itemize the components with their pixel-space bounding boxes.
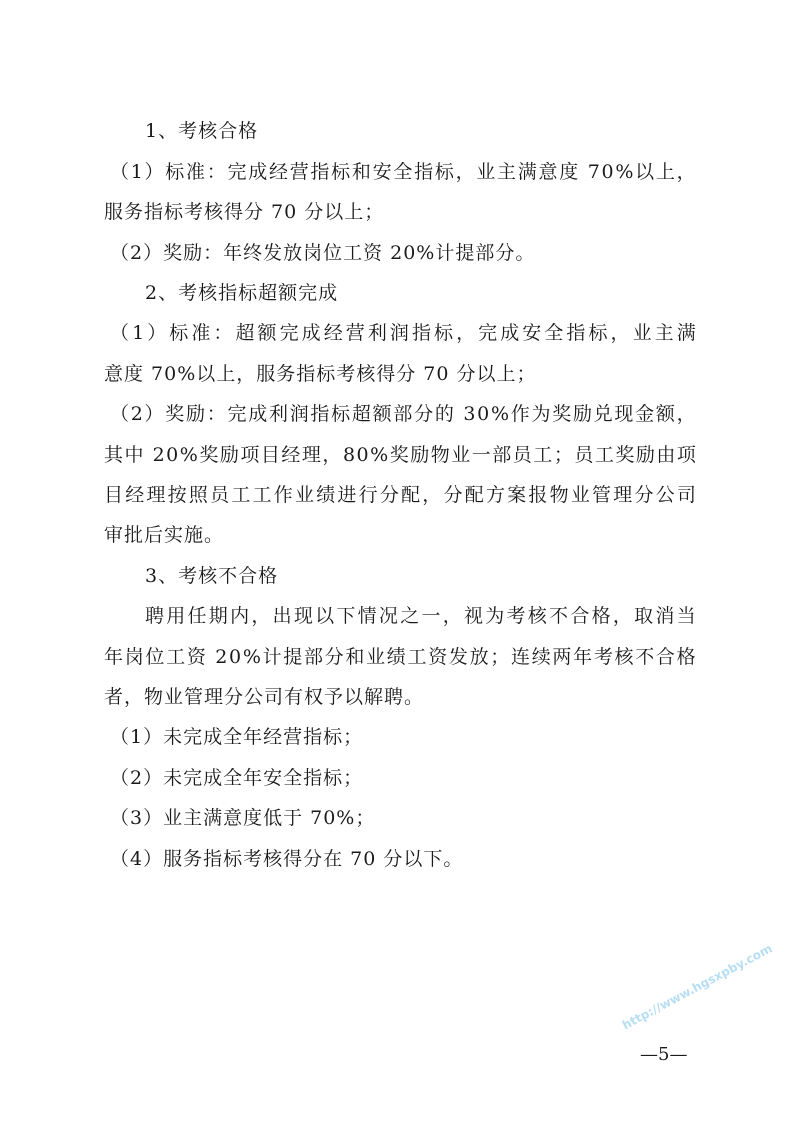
list-item: （2）未完成全年安全指标； <box>110 767 364 789</box>
paragraph-line: （ 1 ） 标 准 ： 完 成 经 营 指 标 和 安 全 指 标 ， 业 主 满 意 度 7 0 % 以 上 ， <box>110 161 696 183</box>
paragraph-line: 者，物业管理分公司有权予以解聘。 <box>104 686 425 708</box>
section-heading-2: 2、考核指标超额完成 <box>145 282 339 304</box>
paragraph-line: 意度 70%以上，服务指标考核得分 70 分以上； <box>104 363 537 385</box>
page-number: —5— <box>640 1044 688 1065</box>
paragraph-line: 其 中 2 0 % 奖 励 项 目 经 理 ， 8 0 % 奖 励 物 业 一 部 员 工 ； 员 工 奖 励 由 项 <box>104 444 696 466</box>
list-item: （3）业主满意度低于 70%； <box>110 807 376 829</box>
paragraph-line: 目 经 理 按 照 员 工 工 作 业 绩 进 行 分 配 ， 分 配 方 案 报 物 业 管 理 分 公 司 <box>104 484 696 506</box>
paragraph-line: 年 岗 位 工 资 2 0 % 计 提 部 分 和 业 绩 工 资 发 放 ； 连 续 两 年 考 核 不 合 格 <box>104 646 696 668</box>
list-item: （4）服务指标考核得分在 70 分以下。 <box>110 848 464 870</box>
paragraph-line: 聘 用 任 期 内 ， 出 现 以 下 情 况 之 一 ， 视 为 考 核 不 合 格 ， 取 消 当 <box>145 605 696 627</box>
list-item: （1）未完成全年经营指标； <box>110 726 364 748</box>
section-heading-3: 3、考核不合格 <box>145 565 279 587</box>
paragraph-line: 服务指标考核得分 70 分以上； <box>104 201 385 223</box>
watermark: http://www.hgsxpby.com <box>620 941 775 1033</box>
paragraph-line: （ 1 ） 标 准 ： 超 额 完 成 经 营 利 润 指 标 ， 完 成 安 全 指 标 ， 业 主 满 <box>110 322 696 344</box>
paragraph-line: （ 2 ） 奖 励 ： 完 成 利 润 指 标 超 额 部 分 的 3 0 % 作 为 奖 励 兑 现 金 额 ， <box>110 403 696 425</box>
paragraph-line: 审批后实施。 <box>104 524 225 546</box>
section-heading-1: 1、考核合格 <box>145 120 259 142</box>
paragraph-line: （2）奖励：年终发放岗位工资 20%计提部分。 <box>110 242 536 264</box>
